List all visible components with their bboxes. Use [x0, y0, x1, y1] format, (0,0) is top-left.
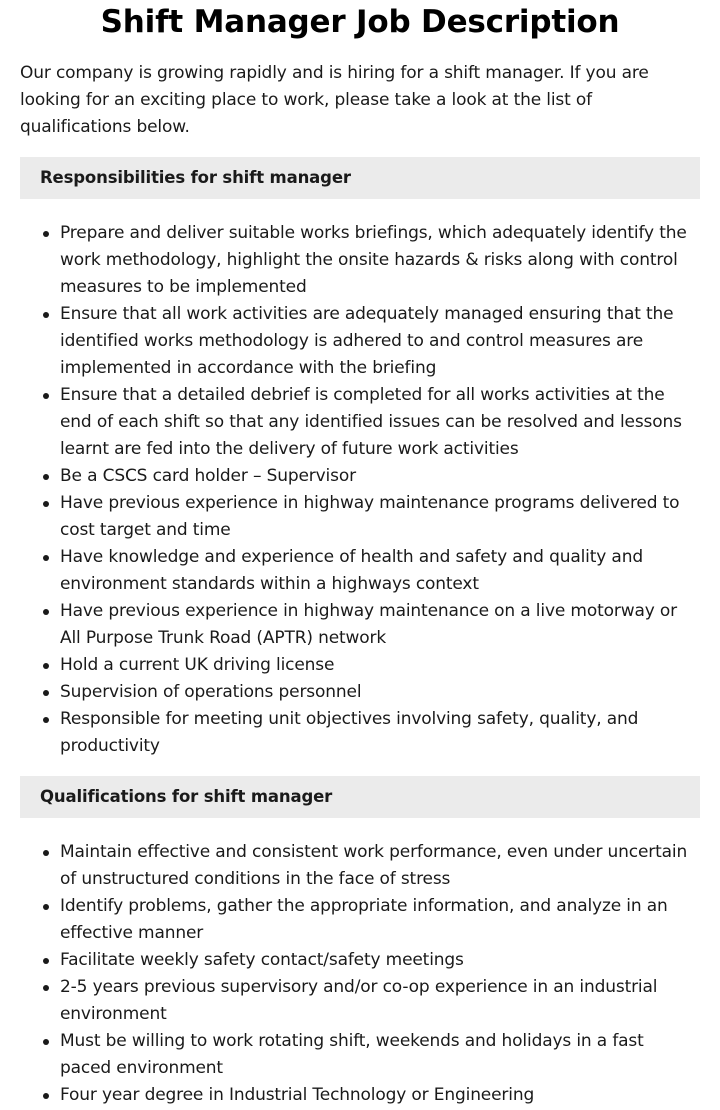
qualifications-heading: Qualifications for shift manager	[20, 776, 700, 818]
list-item: Four year degree in Industrial Technology or Engineering	[60, 1082, 700, 1109]
list-item: Have knowledge and experience of health and safety and quality and environment standards within a highways context	[60, 544, 700, 598]
page-title: Shift Manager Job Description	[100, 4, 620, 40]
list-item: Responsible for meeting unit objectives involving safety, quality, and productivity	[60, 706, 700, 760]
responsibilities-list	[20, 220, 700, 760]
list-item: Identify problems, gather the appropriate information, and analyze in an effective manner	[60, 893, 700, 947]
list-item: Ensure that a detailed debrief is completed for all works activities at the end of each shift so that any identified issues can be resolved and lessons learnt are fed into the delivery of future work activities	[60, 382, 700, 463]
list-item: Have previous experience in highway maintenance programs delivered to cost target and time	[60, 490, 700, 544]
list-item: 2-5 years previous supervisory and/or co-op experience in an industrial environment	[60, 974, 700, 1028]
list-item: Maintain effective and consistent work performance, even under uncertain of unstructured conditions in the face of stress	[60, 839, 700, 893]
list-item: Supervision of operations personnel	[60, 679, 700, 706]
list-item: Prepare and deliver suitable works briefings, which adequately identify the work methodology, highlight the onsite hazards & risks along with control measures to be implemented	[60, 220, 700, 301]
list-item: Be a CSCS card holder – Supervisor	[60, 463, 700, 490]
list-item: Hold a current UK driving license	[60, 652, 700, 679]
intro-paragraph: Our company is growing rapidly and is hiring for a shift manager. If you are looking for an exciting place to work, please take a look at the list of qualifications below.	[20, 63, 649, 137]
qualifications-list	[20, 839, 700, 1109]
list-item: Must be willing to work rotating shift, weekends and holidays in a fast paced environment	[60, 1028, 700, 1082]
list-item: Ensure that all work activities are adequately managed ensuring that the identified works methodology is adhered to and control measures are implemented in accordance with the briefing	[60, 301, 700, 382]
list-item: Have previous experience in highway maintenance on a live motorway or All Purpose Trunk Road (APTR) network	[60, 598, 700, 652]
list-item: Facilitate weekly safety contact/safety meetings	[60, 947, 700, 974]
responsibilities-heading: Responsibilities for shift manager	[20, 157, 700, 199]
